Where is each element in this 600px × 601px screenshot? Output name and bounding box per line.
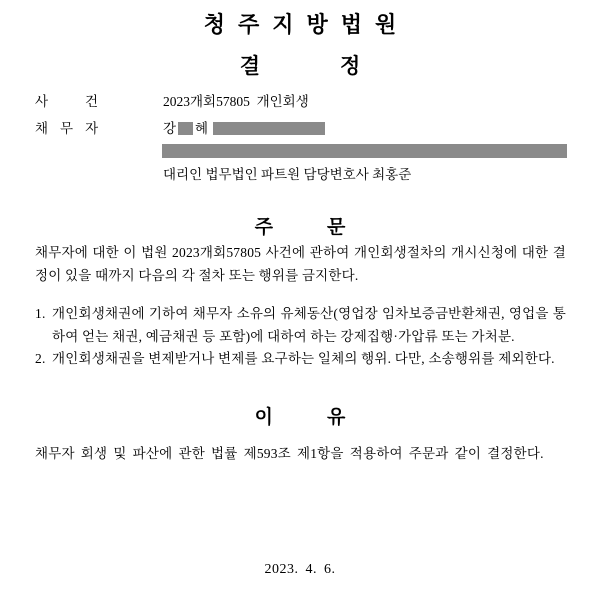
reason-heading: 이유 [254, 407, 400, 428]
redaction-bar-long [162, 144, 567, 158]
debtor-name-prefix: 강 [163, 121, 177, 136]
case-number-row [35, 94, 309, 109]
case-number-label: 사건 [35, 94, 136, 109]
decision-date: 2023. 4. 6. [264, 562, 336, 577]
order-item-1 [35, 303, 566, 348]
item-text: 개인회생채권을 변제받거나 변제를 요구하는 일체의 행위. 다만, 소송행위를 제외한다. [52, 351, 555, 366]
order-items [35, 303, 566, 371]
item-text: 개인회생채권에 기하여 채무자 소유의 유체동산(영업장 임차보증금반환채권, 영업을 통하여 얻는 채권, 예금채권 등 포함)에 대하여 하는 강제집행·가압류 또는 가처분. [52, 306, 566, 344]
item-number: 1. [35, 306, 46, 321]
debtor-name [163, 121, 325, 136]
document-type-heading: 결정 [239, 55, 441, 78]
redaction-bar-short [213, 122, 325, 135]
debtor-name-suffix: 혜 [195, 121, 209, 136]
court-name-title: 청주지방법원 [203, 12, 410, 37]
order-item-2 [35, 348, 566, 371]
reason-body: 채무자 회생 및 파산에 관한 법률 제593조 제1항을 적용하여 주문과 같이 결정한다. [35, 446, 544, 461]
order-heading: 주문 [254, 217, 400, 238]
attorney-line: 대리인 법무법인 파트원 담당변호사 최홍준 [163, 167, 412, 182]
order-body: 채무자에 대한 이 법원 2023개회57805 사건에 관하여 개인회생절차의 개시신청에 대한 결정이 있을 때까지 다음의 각 절차 또는 행위를 금지한다. [35, 245, 566, 283]
item-number: 2. [35, 351, 46, 366]
debtor-label: 채무자 [35, 121, 111, 136]
case-number-value: 2023개회57805 개인회생 [163, 94, 309, 109]
redaction-block [178, 122, 193, 135]
debtor-row [35, 121, 325, 136]
